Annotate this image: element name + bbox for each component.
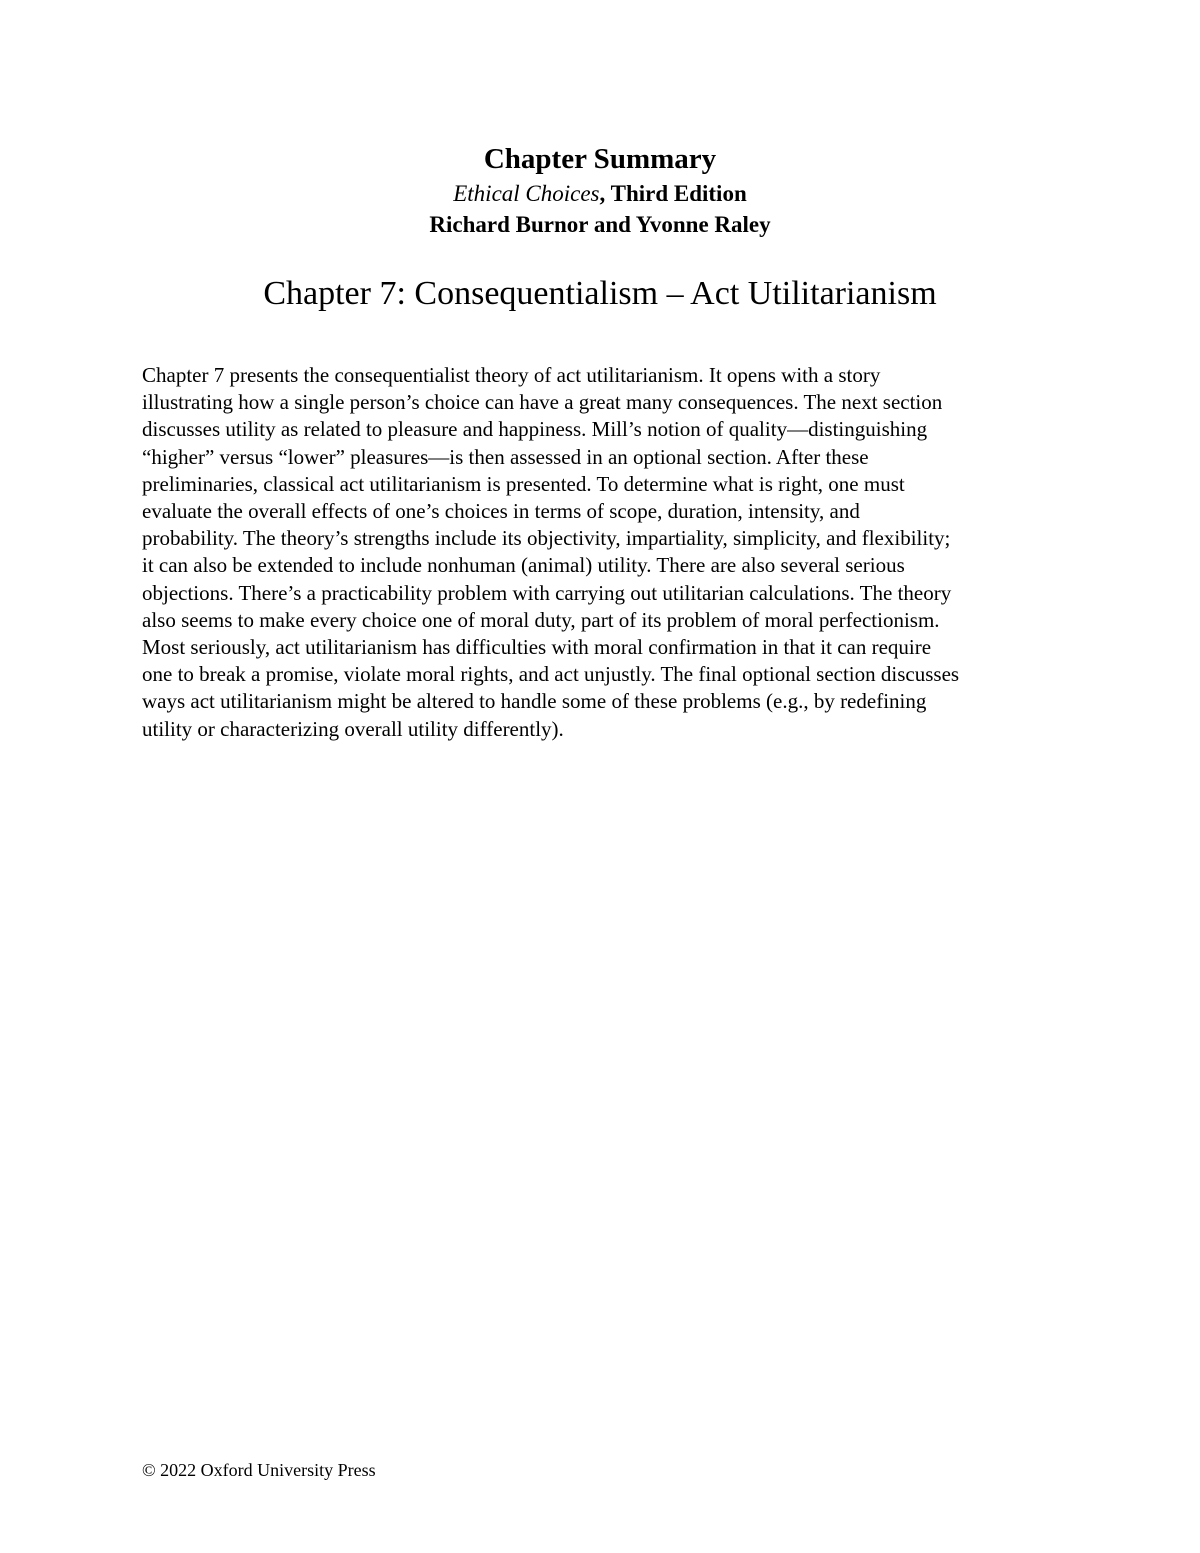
summary-line: utility or characterizing overall utility differently).: [142, 716, 564, 741]
summary-line: Most seriously, act utilitarianism has difficulties with moral confirmation in that it can require: [142, 635, 932, 660]
summary-line: it can also be extended to include nonhuman (animal) utility. There are also several serious: [142, 553, 905, 578]
chapter-heading: Chapter 7: Consequentialism – Act Utilitarianism: [263, 275, 937, 312]
book-authors: Richard Burnor and Yvonne Raley: [429, 212, 771, 237]
summary-line: illustrating how a single person’s choice can have a great many consequences. The next section: [142, 390, 943, 415]
summary-line: also seems to make every choice one of moral duty, part of its problem of moral perfectionism.: [142, 607, 940, 632]
summary-line: “higher” versus “lower” pleasures—is then assessed in an optional section. After these: [142, 444, 869, 469]
summary-line: probability. The theory’s strengths include its objectivity, impartiality, simplicity, and flexibility;: [142, 526, 951, 551]
document-label: Chapter Summary: [483, 143, 717, 175]
summary-line: ways act utilitarianism might be altered to handle some of these problems (e.g., by redefining: [142, 689, 927, 714]
chapter-summary-paragraph: [142, 362, 1062, 743]
book-edition: , Third Edition: [599, 181, 747, 206]
book-title: Ethical Choices: [453, 181, 600, 206]
copyright-footer: © 2022 Oxford University Press: [142, 1460, 376, 1480]
summary-line: discusses utility as related to pleasure and happiness. Mill’s notion of quality—distinguishing: [142, 417, 928, 442]
summary-line: objections. There’s a practicability problem with carrying out utilitarian calculations. The theory: [142, 580, 952, 605]
book-title-line: [0, 178, 1200, 209]
summary-line: Chapter 7 presents the consequentialist theory of act utilitarianism. It opens with a story: [142, 363, 881, 387]
summary-line: preliminaries, classical act utilitarianism is presented. To determine what is right, one must: [142, 471, 905, 496]
summary-line: evaluate the overall effects of one’s choices in terms of scope, duration, intensity, and: [142, 499, 860, 524]
summary-line: one to break a promise, violate moral rights, and act unjustly. The final optional section discusses: [142, 662, 960, 687]
document-header: [0, 140, 1200, 240]
